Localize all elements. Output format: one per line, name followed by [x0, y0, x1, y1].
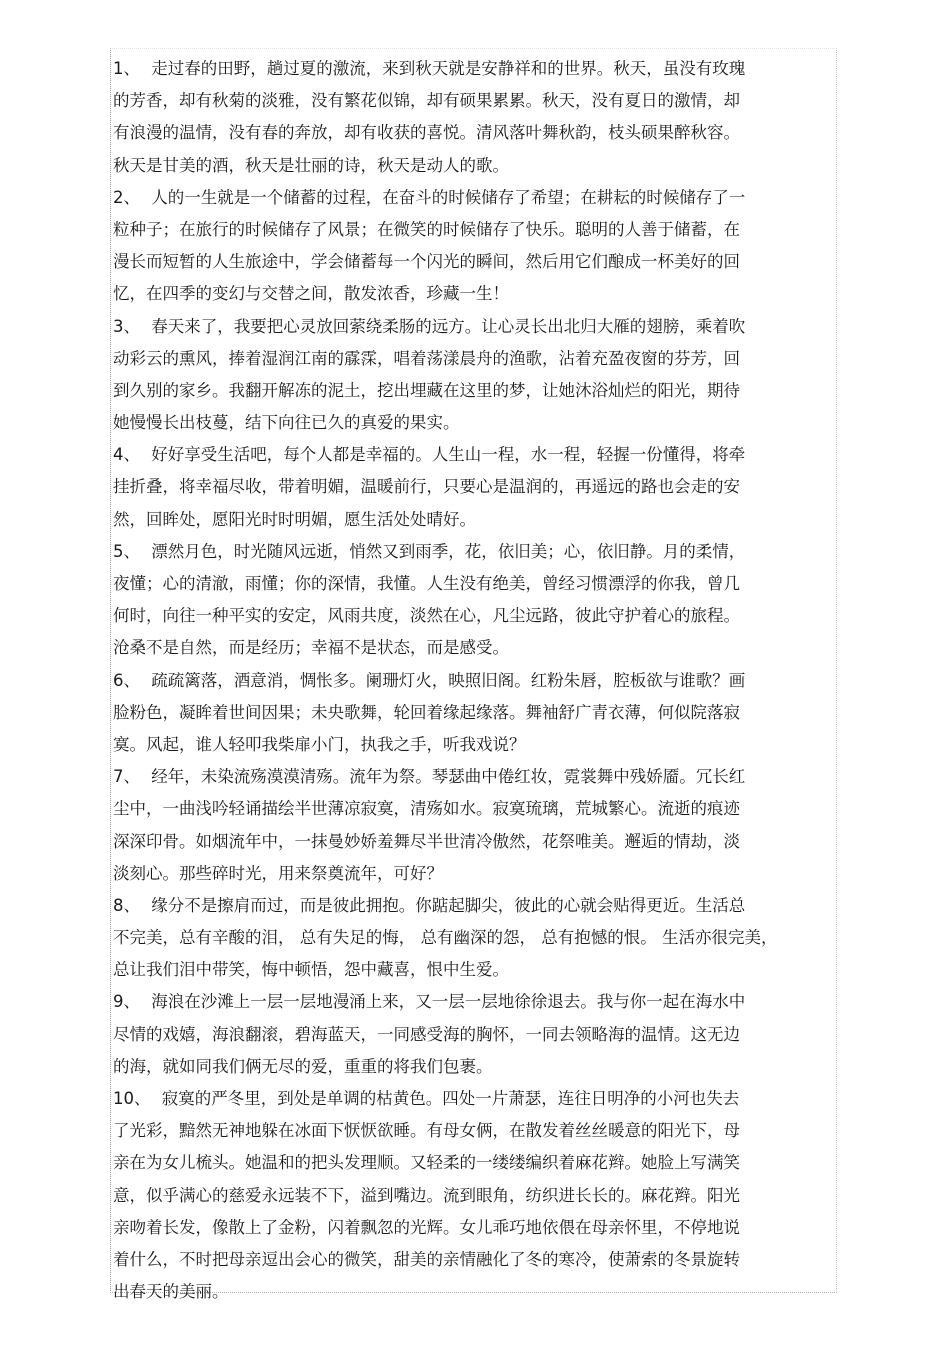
- paragraph-number: 9、: [113, 992, 140, 1012]
- line-text: 淡刻心。那些碎时光，用来祭奠流年，可好？: [113, 863, 443, 883]
- line-text: 漂然月色，时光随风远逝，悄然又到雨季，花，依旧美；心，依旧静。月的柔情，: [146, 541, 746, 561]
- paragraph: [113, 665, 835, 762]
- text-line: [113, 697, 835, 729]
- line-text: 亲在为女儿梳头。她温和的把头发理顺。又轻柔的一缕缕编织着麻花辫。她脸上写满笑: [113, 1153, 740, 1173]
- line-text: 动彩云的熏风，捧着湿润江南的霡霂，唱着荡漾晨舟的渔歌，沾着充盈夜窗的芬芳，回: [113, 348, 740, 368]
- paragraph-number: 5、: [113, 541, 140, 561]
- line-text: 何时，向往一种平实的安定，风雨共度，淡然在心，凡尘远路，彼此守护着心的旅程。: [113, 606, 740, 626]
- line-text: 的芳香，却有秋菊的淡雅，没有繁花似锦，却有硕果累累。秋天，没有夏日的激情，却: [113, 91, 740, 111]
- paragraph-number: 10、: [113, 1089, 151, 1108]
- line-text: 秋天是甘美的酒，秋天是壮丽的诗，秋天是动人的歌。: [113, 155, 509, 175]
- paragraph-number: 7、: [113, 767, 140, 787]
- line-text: 有浪漫的温情，没有春的奔放，却有收获的喜悦。清风落叶舞秋韵，枝头硕果醉秋容。: [113, 123, 740, 143]
- paragraph-number: 2、: [113, 187, 140, 207]
- line-text: 深深印骨。如烟流年中，一抹曼妙娇羞舞尽半世清冷傲然，花祭唯美。邂逅的情劫，淡: [113, 831, 740, 851]
- line-text: 夜懂；心的清澈，雨懂；你的深情，我懂。人生没有绝美，曾经习惯漂浮的你我，曾几: [113, 574, 740, 593]
- text-line: [113, 278, 835, 310]
- text-line: [113, 1083, 835, 1115]
- text-line: [113, 407, 835, 439]
- text-line: [113, 1115, 835, 1147]
- line-text: 到久别的家乡。我翻开解冻的泥土，挖出埋藏在这里的梦，让她沐浴灿烂的阳光，期待: [113, 380, 740, 400]
- line-text: 人的一生就是一个储蓄的过程，在奋斗的时候储存了希望；在耕耘的时候储存了一: [146, 187, 746, 207]
- line-text: 总让我们泪中带笑，悔中顿悟，怨中藏喜，恨中生爱。: [113, 960, 509, 980]
- text-line: [113, 375, 835, 407]
- line-text: 缘分不是擦肩而过，而是彼此拥抱。你踮起脚尖，彼此的心就会贴得更近。生活总: [146, 895, 746, 915]
- text-line: [113, 793, 835, 825]
- text-line: [113, 986, 835, 1018]
- line-text: 尽情的戏嬉，海浪翻滚，碧海蓝天，一同感受海的胸怀，一同去领略海的温情。这无边: [113, 1024, 740, 1044]
- text-line: [113, 311, 835, 343]
- line-text: 出春天的美丽。: [113, 1282, 229, 1302]
- text-line: [113, 182, 835, 214]
- paragraph: [113, 890, 835, 987]
- text-line: [113, 890, 835, 922]
- text-line: [113, 665, 835, 697]
- text-line: [113, 954, 835, 986]
- line-text: 亲吻着长发，像散上了金粉，闪着飘忽的光辉。女儿乖巧地依偎在母亲怀里，不停地说: [113, 1217, 740, 1237]
- paragraph: [113, 1083, 835, 1308]
- paragraph-number: 3、: [113, 316, 140, 336]
- text-line: [113, 343, 835, 375]
- paragraph-number: 1、: [113, 59, 140, 78]
- text-line: [113, 568, 835, 600]
- text-line: [113, 600, 835, 632]
- text-line: [113, 1212, 835, 1244]
- line-text: 然，回眸处，愿阳光时时明媚，愿生活处处晴好。: [113, 509, 476, 529]
- paragraph: [113, 536, 835, 665]
- paragraph: [113, 986, 835, 1083]
- line-text: 粒种子；在旅行的时候储存了风景；在微笑的时候储存了快乐。聪明的人善于储蓄，在: [113, 219, 740, 239]
- paragraph-number: 4、: [113, 445, 140, 465]
- line-text: 寂寞的严冬里，到处是单调的枯黄色。四处一片萧瑟，连往日明净的小河也失去: [156, 1089, 740, 1108]
- text-line: [113, 1051, 835, 1083]
- text-line: [113, 1244, 835, 1276]
- text-line: [113, 85, 835, 117]
- line-text: 着什么，不时把母亲逗出会心的微笑，甜美的亲情融化了冬的寒冷，使萧索的冬景旋转: [113, 1249, 740, 1269]
- line-text: 沧桑不是自然，而是经历；幸福不是状态，而是感受。: [113, 638, 509, 658]
- paragraph: [113, 182, 835, 311]
- line-text: 走过春的田野，趟过夏的激流，来到秋天就是安静祥和的世界。秋天，虽没有玫瑰: [146, 59, 746, 78]
- text-line: [113, 117, 835, 149]
- text-line: [113, 1147, 835, 1179]
- line-text: 忆，在四季的变幻与交替之间，散发浓香，珍藏一生！: [113, 284, 509, 304]
- line-text: 的海，就如同我们俩无尽的爱，重重的将我们包裹。: [113, 1056, 493, 1076]
- line-text: 漫长而短暂的人生旅途中，学会储蓄每一个闪光的瞬间，然后用它们酿成一杯美好的回: [113, 252, 740, 272]
- paragraph-number: 8、: [113, 895, 140, 915]
- text-line: [113, 246, 835, 278]
- text-line: [113, 922, 835, 954]
- line-text: 海浪在沙滩上一层一层地漫涌上来，又一层一层地徐徐退去。我与你一起在海水中: [146, 992, 746, 1012]
- text-line: [113, 1019, 835, 1051]
- line-text: 寞。风起，谁人轻叩我柴扉小门，执我之手，听我戏说？: [113, 734, 526, 754]
- text-line: [113, 471, 835, 503]
- paragraph: [113, 311, 835, 440]
- document-body: [113, 53, 835, 1308]
- text-line: [113, 150, 835, 182]
- text-line: [113, 53, 835, 85]
- text-line: [113, 439, 835, 471]
- text-line: [113, 504, 835, 536]
- text-line: [113, 1180, 835, 1212]
- paragraph-number: 6、: [113, 670, 140, 690]
- text-line: [113, 1276, 835, 1308]
- text-line: [113, 826, 835, 858]
- line-text: 不完美，总有辛酸的泪， 总有失足的悔， 总有幽深的怨， 总有抱憾的恨。 生活亦很完美，: [113, 928, 778, 948]
- line-text: 经年，未染流殇漠漠清殇。流年为祭。琴瑟曲中倦红妆，霓裳舞中残娇靥。冗长红: [146, 767, 746, 787]
- paragraph: [113, 439, 835, 536]
- line-text: 疏疏篱落，酒意消，惆怅多。阑珊灯火，映照旧阁。红粉朱唇，腔板欲与谁歌？画: [146, 670, 746, 690]
- text-line: [113, 761, 835, 793]
- line-text: 脸粉色，凝眸着世间因果；未央歌舞，轮回着缘起缘落。舞袖舒广青衣薄，何似院落寂: [113, 702, 740, 722]
- paragraph: [113, 53, 835, 182]
- text-line: [113, 632, 835, 664]
- line-text: 挂折叠，将幸福尽收，带着明媚，温暖前行，只要心是温润的，再遥远的路也会走的安: [113, 477, 740, 497]
- line-text: 好好享受生活吧，每个人都是幸福的。人生山一程，水一程，轻握一份懂得，将牵: [146, 445, 746, 465]
- text-line: [113, 536, 835, 568]
- line-text: 春天来了，我要把心灵放回萦绕柔肠的远方。让心灵长出北归大雁的翅膀，乘着吹: [146, 316, 746, 336]
- line-text: 尘中，一曲浅吟轻诵描绘半世薄凉寂寞，清殇如水。寂寞琉璃，荒城繁心。流逝的痕迹: [113, 799, 740, 819]
- line-text: 意，似乎满心的慈爱永远装不下，溢到嘴边。流到眼角，纺织进长长的。麻花辫。阳光: [113, 1185, 740, 1205]
- text-line: [113, 214, 835, 246]
- line-text: 了光彩，黯然无神地躲在冰面下恹恹欲睡。有母女俩，在散发着丝丝暖意的阳光下，母: [113, 1121, 740, 1141]
- paragraph: [113, 761, 835, 890]
- text-line: [113, 858, 835, 890]
- line-text: 她慢慢长出枝蔓，结下向往已久的真爱的果实。: [113, 413, 460, 433]
- text-line: [113, 729, 835, 761]
